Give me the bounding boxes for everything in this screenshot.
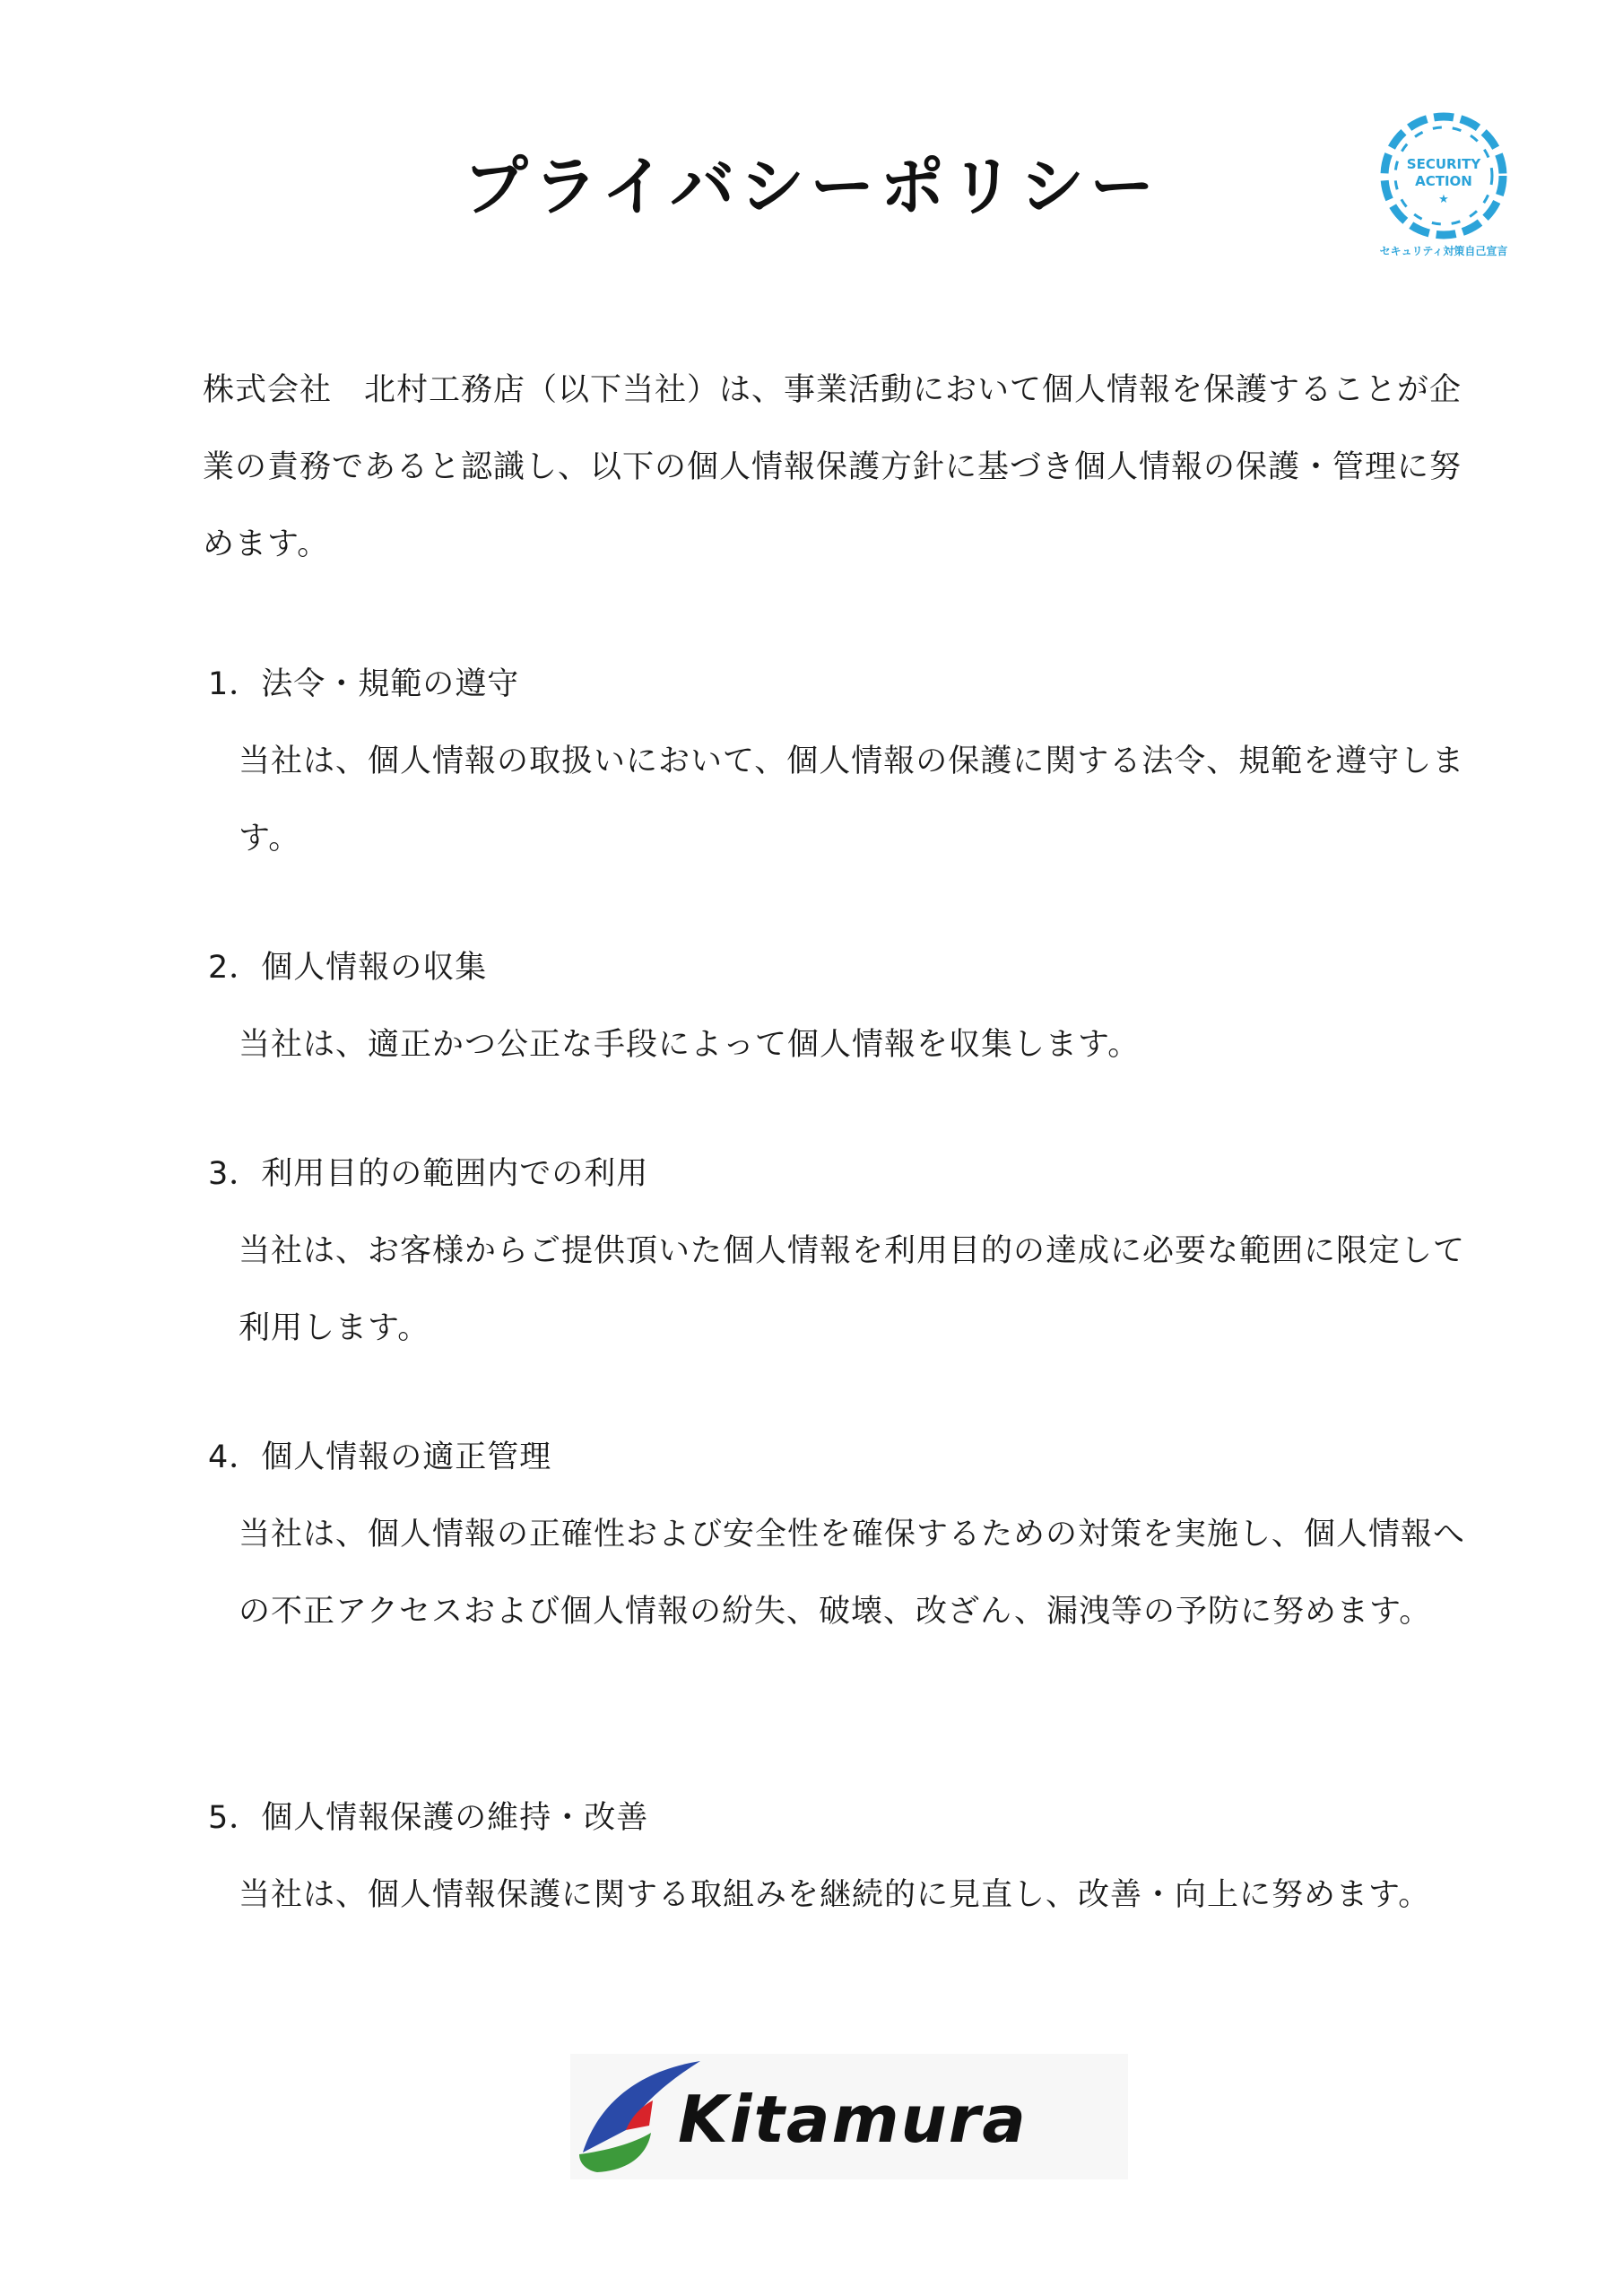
badge-star-icon: ★ <box>1438 193 1449 206</box>
policy-section <box>208 1135 1490 1367</box>
policy-section <box>208 1779 1490 1934</box>
section-heading: 5．個人情報保護の維持・改善 <box>208 1800 649 1836</box>
section-body: 当社は、個人情報保護に関する取組みを継続的に見直し、改善・向上に努めます。 <box>239 1877 1431 1913</box>
policy-section <box>208 1419 1490 1650</box>
security-action-badge <box>1363 100 1524 262</box>
logo-wordmark: Kitamura <box>678 2082 1028 2157</box>
section-heading: 3．利用目的の範囲内での利用 <box>208 1156 649 1192</box>
policy-section <box>208 646 1490 877</box>
kitamura-logo <box>570 2054 1128 2179</box>
intro-paragraph: 株式会社 北村工務店（以下当社）は、事業活動において個人情報を保護することが企業の責務であると認識し、以下の個人情報保護方針に基づき個人情報の保護・管理に努めます。 <box>203 372 1462 562</box>
policy-section <box>208 929 1490 1083</box>
badge-line1: SECURITY <box>1406 156 1481 172</box>
section-heading: 2．個人情報の収集 <box>208 950 488 986</box>
badge-line2: ACTION <box>1415 173 1472 189</box>
badge-caption: セキュリティ対策自己宣言 <box>1379 245 1508 257</box>
page-title: プライバシーポリシー <box>463 149 1160 224</box>
section-heading: 4．個人情報の適正管理 <box>208 1439 552 1475</box>
section-body: 当社は、個人情報の正確性および安全性を確保するための対策を実施し、個人情報への不正アクセスおよび個人情報の紛失、破壊、改ざん、漏洩等の予防に努めます。 <box>239 1517 1466 1630</box>
section-body: 当社は、お客様からご提供頂いた個人情報を利用目的の達成に必要な範囲に限定して利用します。 <box>239 1233 1466 1346</box>
section-heading: 1．法令・規範の遵守 <box>208 666 520 702</box>
section-body: 当社は、個人情報の取扱いにおいて、個人情報の保護に関する法令、規範を遵守します。 <box>239 744 1465 857</box>
section-body: 当社は、適正かつ公正な手段によって個人情報を収集します。 <box>239 1027 1141 1063</box>
